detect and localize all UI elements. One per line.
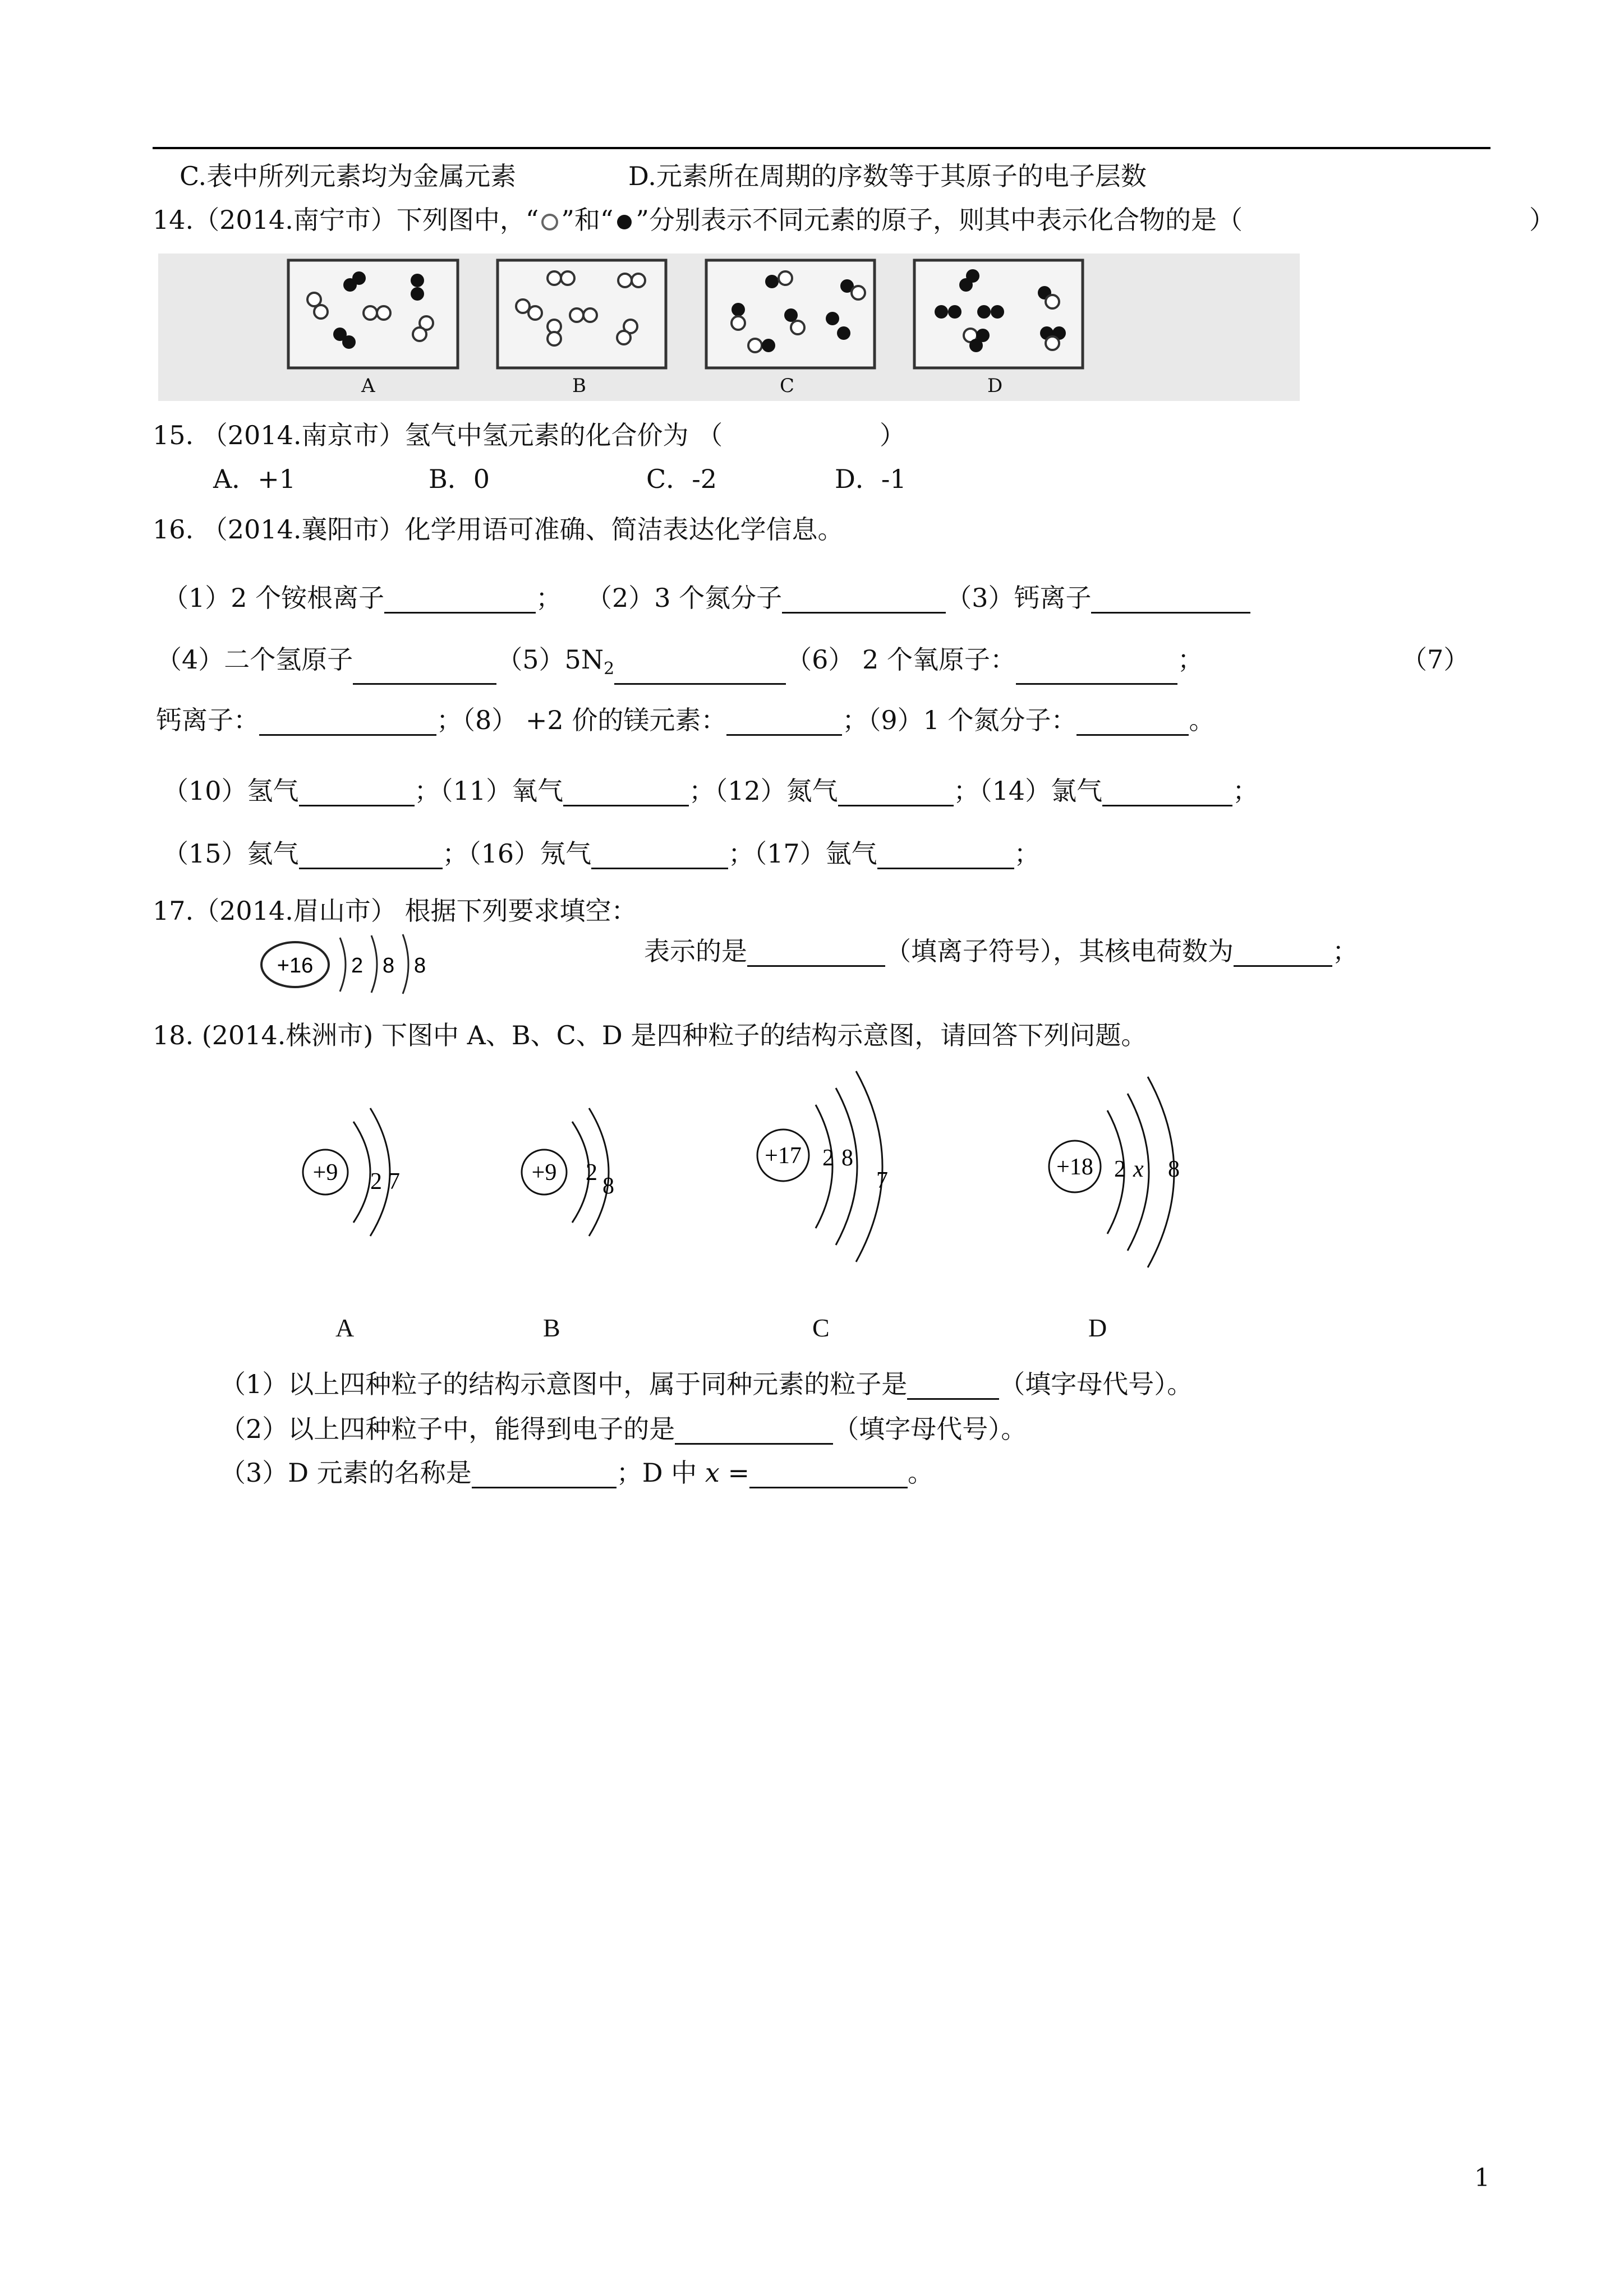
q14-panel-b-label: B bbox=[572, 375, 586, 397]
q18-equals: = bbox=[728, 1458, 750, 1488]
answer-blank[interactable] bbox=[563, 779, 689, 806]
answer-blank[interactable] bbox=[1234, 939, 1332, 967]
q16-item-5: （5）5N bbox=[496, 644, 604, 675]
q15-option-b: B．0 bbox=[429, 464, 490, 494]
q17-shell-count: 8 bbox=[383, 954, 395, 978]
q14-close-paren: ） bbox=[1529, 205, 1555, 235]
q16-row5 bbox=[163, 838, 1040, 869]
q16-sep: ； bbox=[536, 583, 562, 613]
particle-b-shell: 2 bbox=[586, 1160, 597, 1186]
q17-text: 表示的是 bbox=[644, 936, 747, 966]
q16-item-3: （3）钙离子 bbox=[946, 583, 1092, 613]
q14-panel-a bbox=[288, 260, 458, 368]
q14-stem bbox=[153, 204, 1243, 236]
q17-shell-arc bbox=[403, 934, 408, 994]
particle-b-nucleus-label: +9 bbox=[531, 1160, 557, 1186]
q17-shell-count: 8 bbox=[414, 954, 426, 978]
answer-blank[interactable] bbox=[747, 939, 885, 967]
q15-option-d: D．-1 bbox=[835, 464, 907, 494]
q16-item-7-number: （7） bbox=[1401, 644, 1470, 675]
q16-item-16: ；（16）氖气 bbox=[442, 838, 592, 869]
q16-item-10: （10）氢气 bbox=[163, 776, 299, 806]
q16-row1 bbox=[163, 582, 1250, 614]
q15-close-paren: ） bbox=[880, 420, 905, 450]
q14-panel-c bbox=[706, 260, 875, 368]
q18-period: 。 bbox=[908, 1458, 934, 1488]
answer-blank[interactable] bbox=[384, 586, 536, 614]
answer-blank[interactable] bbox=[675, 1417, 833, 1445]
q16-item-11: ；（11）氧气 bbox=[414, 776, 564, 806]
particle-c-shell: 8 bbox=[841, 1145, 853, 1171]
q17-text: （填离子符号），其核电荷数为 bbox=[885, 936, 1234, 966]
q13-option-c: C.表中所列元素均为金属元素 bbox=[180, 161, 517, 191]
q17-text: ； bbox=[1332, 936, 1358, 966]
q16-sep: ； bbox=[1177, 644, 1203, 675]
answer-blank[interactable] bbox=[1076, 708, 1189, 736]
q17-nucleus-label: +16 bbox=[277, 954, 314, 978]
open-circle-icon bbox=[539, 211, 561, 233]
q16-item-14: ；（14）氯气 bbox=[953, 776, 1103, 806]
q15-stem: 15. （2014.南京市）氢气中氢元素的化合价为 （ bbox=[153, 420, 723, 450]
answer-blank[interactable] bbox=[877, 842, 1014, 869]
q14-stem-mid: ”和“ bbox=[561, 205, 614, 235]
q18-sub1-text: （1）以上四种粒子的结构示意图中，属于同种元素的粒子是 bbox=[220, 1369, 908, 1399]
particle-d-nucleus-label: +18 bbox=[1056, 1154, 1093, 1180]
answer-blank[interactable] bbox=[1016, 657, 1177, 685]
particle-d-label: D bbox=[1088, 1313, 1107, 1342]
q16-item-1: （1）2 个铵根离子 bbox=[163, 583, 385, 613]
particle-c-shell: 2 bbox=[822, 1145, 834, 1171]
q18-stem: 18. (2014.株洲市) 下图中 A、B、C、D 是四种粒子的结构示意图，请回答下列问题。 bbox=[153, 1020, 1147, 1050]
q18-sub3-text: ；D 中 bbox=[616, 1458, 697, 1488]
q16-item-4: （4）二个氢原子 bbox=[156, 644, 353, 675]
header-rule bbox=[153, 147, 1490, 149]
particle-a-shell: 2 bbox=[370, 1169, 382, 1195]
q16-item-15: （15）氦气 bbox=[163, 838, 299, 869]
q18-sub2 bbox=[220, 1413, 1027, 1445]
q14-panel-d bbox=[914, 260, 1083, 368]
q16-stem: 16. （2014.襄阳市）化学用语可准确、简洁表达化学信息。 bbox=[153, 514, 844, 545]
particle-c-label: C bbox=[812, 1313, 830, 1342]
filled-circle-icon bbox=[613, 211, 636, 233]
answer-blank[interactable] bbox=[353, 657, 496, 685]
particle-b-diagram bbox=[510, 1088, 656, 1256]
particle-c-diagram bbox=[746, 1066, 931, 1279]
q16-sep: ； bbox=[1232, 776, 1259, 806]
q16-row3 bbox=[156, 704, 1214, 736]
q13-option-d: D.元素所在周期的序数等于其原子的电子层数 bbox=[628, 161, 1147, 191]
q14-stem-suffix: ”分别表示不同元素的原子，则其中表示化合物的是（ bbox=[636, 205, 1243, 235]
particle-c-nucleus-label: +17 bbox=[765, 1143, 802, 1169]
particle-d-shell: 8 bbox=[1168, 1156, 1180, 1182]
particle-a-shell: 7 bbox=[388, 1169, 400, 1195]
q14-panel-b bbox=[498, 260, 666, 368]
q16-row2 bbox=[156, 644, 1203, 685]
q16-sep: ； bbox=[1014, 838, 1040, 869]
answer-blank[interactable] bbox=[782, 586, 946, 614]
particle-a-diagram bbox=[292, 1088, 438, 1256]
particle-a-nucleus-label: +9 bbox=[312, 1160, 338, 1186]
q16-period: 。 bbox=[1189, 705, 1215, 735]
particle-d-shell: 2 bbox=[1114, 1156, 1126, 1182]
q16-item-2: （2）3 个氮分子 bbox=[586, 583, 783, 613]
particle-d-diagram bbox=[1038, 1066, 1223, 1279]
q17-question bbox=[644, 935, 1358, 967]
q17-shell-arc bbox=[371, 935, 377, 993]
answer-blank[interactable] bbox=[472, 1461, 617, 1488]
q18-sub2-hint: （填字母代号）。 bbox=[833, 1414, 1027, 1444]
q16-item-5-subscript: 2 bbox=[604, 659, 615, 679]
answer-blank[interactable] bbox=[726, 708, 842, 736]
q14-molecule-figure bbox=[158, 253, 1300, 401]
q18-variable-x: x bbox=[705, 1458, 720, 1488]
answer-blank[interactable] bbox=[907, 1372, 999, 1400]
q17-stem: 17.（2014.眉山市） 根据下列要求填空： bbox=[153, 896, 637, 926]
q16-item-7: 钙离子： bbox=[156, 705, 259, 735]
q14-panel-a-label: A bbox=[361, 375, 375, 397]
q15-option-c: C．-2 bbox=[646, 464, 717, 494]
answer-blank[interactable] bbox=[299, 779, 415, 806]
particle-c-shell: 7 bbox=[876, 1168, 888, 1193]
particle-b-shell: 8 bbox=[602, 1173, 614, 1199]
q17-shell-count: 2 bbox=[351, 954, 364, 978]
q14-panel-c-label: C bbox=[780, 375, 795, 397]
answer-blank[interactable] bbox=[259, 708, 436, 736]
q18-sub2-text: （2）以上四种粒子中，能得到电子的是 bbox=[220, 1414, 675, 1444]
answer-blank[interactable] bbox=[838, 779, 954, 806]
q17-shell-arc bbox=[340, 938, 346, 992]
q16-item-6: （6） 2 个氧原子： bbox=[786, 644, 1016, 675]
q16-item-17: ；（17）氩气 bbox=[728, 838, 877, 869]
q17-atom-diagram bbox=[256, 930, 447, 997]
answer-blank[interactable] bbox=[1091, 586, 1250, 614]
page-number: 1 bbox=[1474, 2164, 1490, 2192]
particle-a-label: A bbox=[335, 1313, 355, 1342]
answer-blank[interactable] bbox=[299, 842, 443, 869]
answer-blank[interactable] bbox=[1102, 779, 1232, 806]
q16-item-12: ；（12）氮气 bbox=[689, 776, 838, 806]
particle-b-label: B bbox=[543, 1313, 560, 1342]
answer-blank[interactable] bbox=[749, 1461, 908, 1488]
q14-stem-prefix: 14.（2014.南宁市）下列图中，“ bbox=[153, 205, 539, 235]
q16-row4 bbox=[163, 775, 1258, 806]
q15-option-a: A．+1 bbox=[213, 464, 296, 494]
q18-sub1-hint: （填字母代号）。 bbox=[999, 1369, 1193, 1399]
q18-sub3 bbox=[220, 1457, 933, 1488]
answer-blank[interactable] bbox=[591, 842, 728, 869]
q16-item-9: ；（9）1 个氮分子： bbox=[842, 705, 1077, 735]
q14-panel-d-label: D bbox=[987, 375, 1003, 397]
q18-sub3-text: （3）D 元素的名称是 bbox=[220, 1458, 472, 1488]
q18-sub1 bbox=[220, 1368, 1193, 1400]
answer-blank[interactable] bbox=[614, 657, 786, 685]
particle-d-shell: x bbox=[1133, 1156, 1144, 1182]
q16-item-8: ；（8） +2 价的镁元素： bbox=[436, 705, 727, 735]
